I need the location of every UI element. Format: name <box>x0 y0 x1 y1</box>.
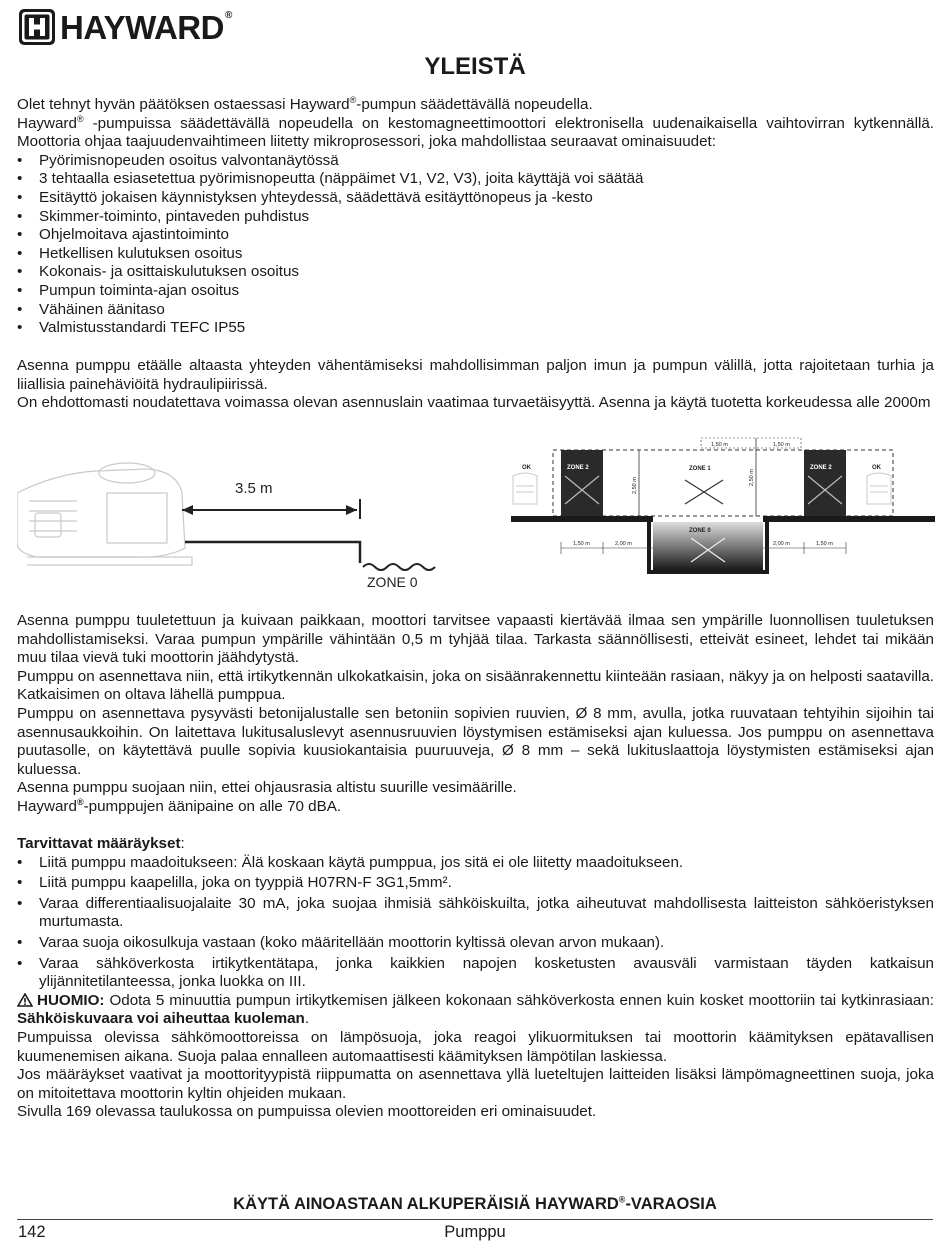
bottom-dim-1-label: 1,50 m <box>573 541 590 547</box>
zone2-right-label: ZONE 2 <box>810 465 832 471</box>
list-item: • 3 tehtaalla esiasetettua pyörimisnopeutta (näppäimet V1, V2, V3), joita käyttäjä voi säätää <box>17 170 934 189</box>
zone0-right-label: ZONE 0 <box>689 528 711 534</box>
list-item: • Liitä pumppu kaapelilla, joka on tyyppiä H07RN-F 3G1,5mm². <box>17 874 934 893</box>
hayward-logo <box>18 8 244 46</box>
top-dim-left-label: 1,50 m <box>711 442 728 448</box>
zone1-label: ZONE 1 <box>689 466 711 472</box>
zone0-label: ZONE 0 <box>367 574 418 590</box>
list-item: • Ohjelmoitava ajastintoiminto <box>17 226 934 245</box>
list-item: • Vähäinen äänitaso <box>17 301 934 320</box>
bottom-dim-4-label: 1,50 m <box>816 541 833 547</box>
table-reference-paragraph: Sivulla 169 olevassa taulukossa on pumpuissa olevien moottoreiden eri ominaisuudet. <box>17 1103 597 1121</box>
list-item: • Kokonais- ja osittaiskulutuksen osoitus <box>17 263 934 282</box>
switch-paragraph: Pumppu on asennettava niin, että irtikytkennän ulkokatkaisin, joka on sisäänrakennettu kiinteään rasiaan, näkyy ja on helposti saatavilla. Katkaisimen on oltava lähellä pumppua. <box>17 667 934 704</box>
footer-divider <box>17 1219 933 1220</box>
list-item: • Liitä pumppu maadoitukseen: Älä koskaan käytä pumppua, jos sitä ei ole liitetty maadoitukseen. <box>17 854 934 873</box>
install-paragraph-2: On ehdottomasti noudatettava voimassa olevan asennuslain vaatimaa turvaetäisyyttä. Asenna ja käytä tuotetta korkeudessa alle 2000m <box>17 394 931 412</box>
top-dim-right-label: 1,50 m <box>773 442 790 448</box>
original-parts-notice: KÄYTÄ AINOASTAAN ALKUPERÄISIÄ HAYWARD®-VARAOSIA <box>233 1194 717 1213</box>
noise-paragraph: Hayward®-pumppujen äänipaine on alle 70 dBA. <box>17 796 342 815</box>
brand-name: HAYWARD® <box>60 8 232 46</box>
ok-pump-right-icon <box>867 473 891 504</box>
zone2-left-block <box>561 450 603 516</box>
feature-list <box>17 152 934 338</box>
list-item: • Pyörimisnopeuden osoitus valvontanäytössä <box>17 152 934 171</box>
pool-edge-line <box>185 542 360 563</box>
safety-zones-figure <box>511 436 935 578</box>
placement-section <box>17 612 934 817</box>
page-number: 142 <box>18 1223 46 1241</box>
install-section <box>17 357 934 413</box>
ok-right-label: OK <box>872 465 881 471</box>
regulations-list <box>17 854 934 992</box>
pump-distance-figure <box>17 453 447 601</box>
list-item: • Valmistusstandardi TEFC IP55 <box>17 319 934 338</box>
warning-triangle-icon <box>17 993 33 1007</box>
intro-paragraph: Hayward® -pumpuissa säädettävällä nopeudella on kestomagneettimoottori elektronisella uudenaikaisella vaihtovirran kytkennällä. Moottoria ohjaa taajuudenvaihtimeen liitetty mikroprosessori, joka mahdollistaa seuraavat ominaisuudet: <box>17 113 934 151</box>
ok-left-label: OK <box>522 465 531 471</box>
ok-pump-left-icon <box>513 473 537 504</box>
pump-illustration <box>17 463 192 565</box>
intro-section <box>17 96 934 338</box>
list-item: • Hetkellisen kulutuksen osoitus <box>17 245 934 264</box>
list-item: • Varaa suoja oikosulkuja vastaan (koko määritellään moottorin kyltissä olevan arvon mukaan). <box>17 934 934 953</box>
arrow-right-icon <box>346 505 357 515</box>
zone2-right-block <box>804 450 846 516</box>
warning-paragraph: HUOMIO: Odota 5 minuuttia pumpun irtikytkemisen jälkeen kokonaan sähköverkosta ennen kuin kosket moottoriin tai kytkinrasiaan: Sähköiskuvaara voi aiheuttaa kuoleman. <box>17 991 934 1028</box>
hayward-emblem-icon <box>18 8 56 46</box>
intro-line: Olet tehnyt hyvän päätöksen ostaessasi Hayward®-pumpun säädettävällä nopeudella. <box>17 94 593 113</box>
zone2-left-label: ZONE 2 <box>567 465 589 471</box>
regulations-section <box>17 835 934 1122</box>
mounting-paragraph: Pumppu on asennettava pysyvästi betonijalustalle sen betoniin sopivien ruuvien, Ø 8 mm, avulla, jotka ruuvataan tehtyihin sijoihin tai asennusaukkoihin. On laitettava lukitusaluslevyt asennusruuvien löystymisen estämiseksi ajan kuluessa. Jos pumppu on asennettava puutasolle, on käytettävä puulle sopivia kuusiokantaisia puuruuveja, Ø 8 mm – sekä lukituslaattoja löystymisten estämiseksi ajan kuluessa. <box>17 704 934 778</box>
height-dim-left-label: 2,50 m <box>632 477 638 494</box>
distance-label: 3.5 m <box>235 480 273 497</box>
page-title: YLEISTÄ <box>424 53 526 80</box>
bottom-dim-3-label: 2,00 m <box>773 541 790 547</box>
list-item: • Skimmer-toiminto, pintaveden puhdistus <box>17 208 934 227</box>
list-item: • Pumpun toiminta-ajan osoitus <box>17 282 934 301</box>
bottom-dim-2-label: 2,00 m <box>615 541 632 547</box>
ground-right <box>763 516 935 522</box>
list-item: • Varaa differentiaalisuojalaite 30 mA, joka suojaa ihmisiä sähköiskuilta, jotka aiheutuvat mahdollisesta laitteiston sähköeristyksen murtumasta. <box>17 895 934 932</box>
regulations-heading: Tarvittavat määräykset: <box>17 835 185 852</box>
water-wave-icon <box>363 564 435 570</box>
thermal-protection-paragraph: Pumpuissa olevissa sähkömoottoreissa on lämpösuoja, joka reagoi ylikuormituksen tai moottorin käämityksen epätavallisen kuumenemisen aikana. Suoja palaa ennalleen automaattisesti käämityksen lämpötilan laskiessa. <box>17 1028 934 1065</box>
list-item: • Esitäyttö jokaisen käynnistyksen yhteydessä, säädettävä esitäyttönopeus ja -kesto <box>17 189 934 208</box>
height-dim-right-label: 2,50 m <box>749 469 755 486</box>
protection-paragraph: Asenna pumppu suojaan niin, ettei ohjausrasia altistu suurille vesimäärille. <box>17 779 517 797</box>
section-label: Pumppu <box>444 1223 506 1241</box>
install-paragraph-1: Asenna pumppu etäälle altaasta yhteyden vähentämiseksi mahdollisimman paljon imun ja pumpun välillä, jotta rajoitetaan turhia ja liiallisia painehäviöitä hydraulipiirissä. <box>17 357 934 393</box>
magnetothermal-paragraph: Jos määräykset vaativat ja moottorityypistä riippumatta on asennettava yllä lueteltujen laitteiden lisäksi lämpömagneettinen suoja, joka on mitoitettava moottorin kyltin ohjeiden mukaan. <box>17 1066 934 1102</box>
brand-registered-mark: ® <box>224 9 232 21</box>
ground-left <box>511 516 653 522</box>
list-item: • Varaa sähköverkosta irtikytkentätapa, jonka kaikkien napojen kosketusten avausväli varmistaan täyden katkaisun ylijännitetilanteessa, jonka luokka on III. <box>17 955 934 992</box>
ventilation-paragraph: Asenna pumppu tuuletettuun ja kuivaan paikkaan, moottori tarvitsee vapaasti kiertävää ilmaa sen ympärille luonnollisen tuuletuksen mahdollistamiseksi. Varaa pumpun ympärille vähintään 0,5 m tyhjää tilaa. Tarkasta säännöllisesti, etteivät esineet, lehdet tai mikään muu tilaa vievä tuki moottorin jäähdytystä. <box>17 612 934 667</box>
